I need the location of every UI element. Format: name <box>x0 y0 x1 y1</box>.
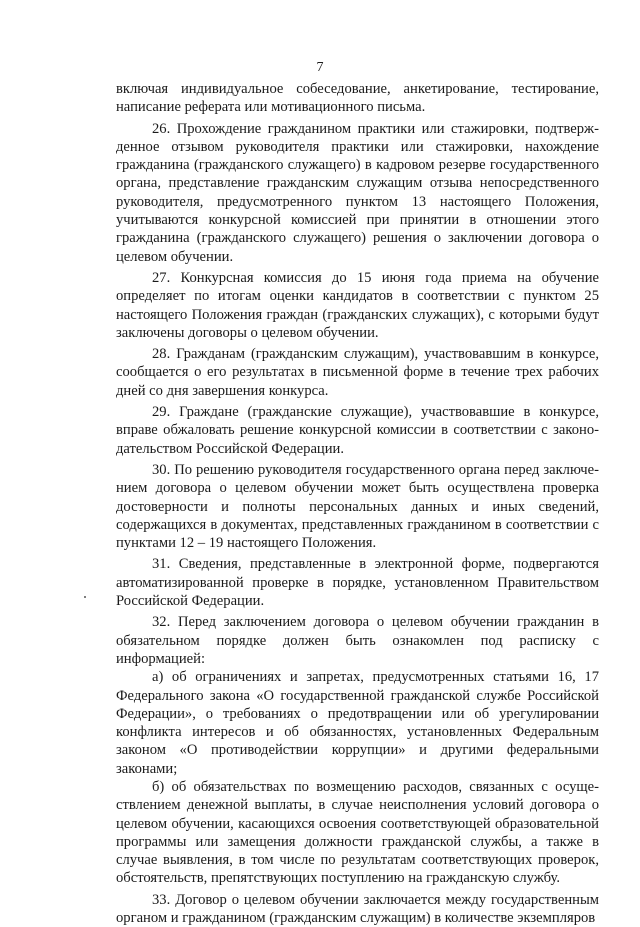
paragraph-26: 26. Прохождение гражданином практики или стажировки, подтвержденное отзывом руководителя практики или стажировки, нахождение гражданина (гражданского служащего) в кадровом резерве государственного органа, представление гражданским служащим отзыва непосредственного руководителя, предусмотренного пунктом 13 настоящего Положения, учитываются конкурсной комиссией при принятии в отношении этого гражданина (гражданского служащего) решения о заключении договора о целевом обучении. <box>116 120 599 265</box>
paragraph-29: 29. Граждане (гражданские служащие), участвовавшие в конкурсе, вправе обжаловать решение конкурсной комиссии в соответствии с законодательством Российской Федерации. <box>116 404 599 457</box>
paragraph-32: 32. Перед заключением договора о целевом обучении гражданин в обязательном порядке должен быть ознакомлен под расписку с информацией: <box>116 614 599 667</box>
page-number: 7 <box>316 60 324 75</box>
paragraph-30: 30. По решению руководителя государственного органа перед заключением договора о целевом обучении может быть осуществлена проверка достоверности и полноты персональных данных и иных сведений, содержащихся в документах, представленных гражданином в соответствии с пунктами 12 – 19 настоящего Положения. <box>116 461 599 552</box>
scan-speck <box>84 596 86 598</box>
paragraph-33: 33. Договор о целевом обучении заключается между государственным органом и гражданином (гражданским служащим) в количестве экземпляров <box>116 891 599 927</box>
paragraph-25-continuation: включая индивидуальное собеседование, анкетирование, тестирование, написание реферата или мотивационного письма. <box>116 81 599 116</box>
paragraph-31: 31. Сведения, представленные в электронной форме, подвергаются автоматизированной проверке в порядке, установленном Правительством Российской Федерации. <box>116 556 599 610</box>
paragraph-27: 27. Конкурсная комиссия до 15 июня года приема на обучение определяет по итогам оценки кандидатов в соответствии с пунктом 25 настоящего Положения граждан (гражданских служащих), с которыми будут заключены договоры о целевом обучении. <box>116 269 599 341</box>
document-body <box>116 80 599 927</box>
paragraph-28: 28. Гражданам (гражданским служащим), участвовавшим в конкурсе, сообщается о его результатах в письменной форме в течение трех рабочих дней со дня завершения конкурса. <box>116 346 599 399</box>
paragraph-32-item-a: а) об ограничениях и запретах, предусмотренных статьями 16, 17 Федерального закона «О государственной гражданской службе Российской Федерации», о требованиях о предотвращении или об урегулировании конфликта интересов и об обязанностях, установленных Федеральным законом «О противодействии коррупции» и другими федеральными законами; <box>116 669 599 777</box>
paragraph-32-item-b: б) об обязательствах по возмещению расходов, связанных с осуществлением денежной выплаты, в случае неисполнения условий договора о целевом обучении, касающихся освоения соответствующей образовательной программы или замещения должности гражданской службы, а также в случае выявления, в том числе по результатам соответствующих проверок, обстоятельств, препятствующих поступлению на гражданскую службу. <box>116 778 599 887</box>
